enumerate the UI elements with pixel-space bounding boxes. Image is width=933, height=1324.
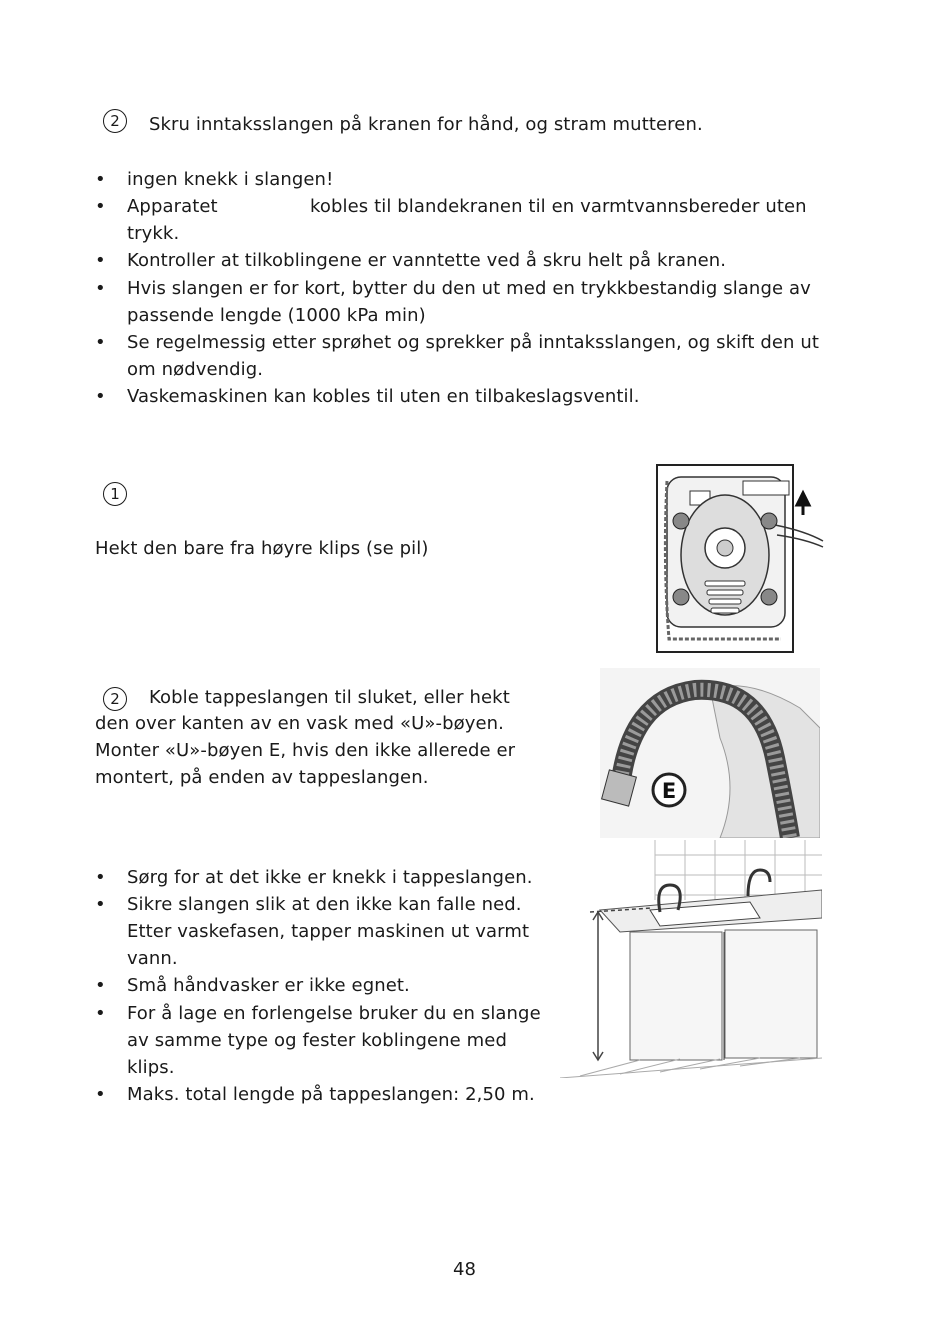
bullet-marker: •	[95, 867, 106, 888]
list-item: ingen knekk i slangen!	[127, 169, 334, 190]
page-number: 48	[453, 1259, 477, 1280]
list-item: Maks. total lengde på tappeslangen: 2,50 m.	[127, 1084, 535, 1105]
bullet-marker: •	[95, 169, 106, 190]
step-number-circle: 1	[103, 482, 127, 506]
paragraph-line: den over kanten av en vask med «U»-bøyen.	[95, 713, 504, 734]
list-item: Sørg for at det ikke er knekk i tappeslangen.	[127, 867, 533, 888]
bullet-marker: •	[95, 1003, 106, 1024]
list-item: om nødvendig.	[127, 359, 264, 380]
list-item: Små håndvasker er ikke egnet.	[127, 975, 410, 996]
bullet-marker: •	[95, 894, 106, 915]
step-number-circle: 2	[103, 109, 127, 133]
bullet-marker: •	[95, 196, 106, 217]
list-item: kobles til blandekranen til en varmtvannsbereder uten	[310, 196, 807, 217]
figure-label-e: E	[661, 779, 677, 803]
bullet-marker: •	[95, 278, 106, 299]
paragraph-line: montert, på enden av tappeslangen.	[95, 767, 429, 788]
list-item: av samme type og fester koblingene med	[127, 1030, 507, 1051]
bullet-marker: •	[95, 250, 106, 271]
bullet-marker: •	[95, 1084, 106, 1105]
list-item: vann.	[127, 948, 178, 969]
paragraph-line: Koble tappeslangen til sluket, eller hekt	[149, 687, 510, 708]
sink-installation-illustration	[560, 840, 822, 1078]
paragraph-line: Monter «U»-bøyen E, hvis den ikke allerede er	[95, 740, 516, 761]
list-item: Sikre slangen slik at den ikke kan falle ned.	[127, 894, 522, 915]
list-item: Apparatet	[127, 196, 218, 217]
list-item: Etter vaskefasen, tapper maskinen ut varmt	[127, 921, 530, 942]
step-number-circle: 2	[103, 687, 127, 711]
list-item: Vaskemaskinen kan kobles til uten en tilbakeslagsventil.	[127, 386, 640, 407]
bullet-marker: •	[95, 975, 106, 996]
machine-back-illustration	[655, 463, 825, 655]
bullet-marker: •	[95, 386, 106, 407]
list-item: Kontroller at tilkoblingene er vanntette ved å skru helt på kranen.	[127, 250, 727, 271]
bullet-marker: •	[95, 332, 106, 353]
list-item: trykk.	[127, 223, 180, 244]
list-item: Hvis slangen er for kort, bytter du den ut med en trykkbestandig slange av	[127, 278, 811, 299]
drain-hose-illustration	[600, 668, 820, 838]
list-item: For å lage en forlengelse bruker du en slange	[127, 1003, 541, 1024]
list-item: klips.	[127, 1057, 175, 1078]
list-item: Se regelmessig etter sprøhet og sprekker på inntaksslangen, og skift den ut	[127, 332, 820, 353]
list-item: passende lengde (1000 kPa min)	[127, 305, 426, 326]
step-instruction: Hekt den bare fra høyre klips (se pil)	[95, 538, 429, 559]
step-instruction: Skru inntaksslangen på kranen for hånd, og stram mutteren.	[149, 114, 703, 135]
